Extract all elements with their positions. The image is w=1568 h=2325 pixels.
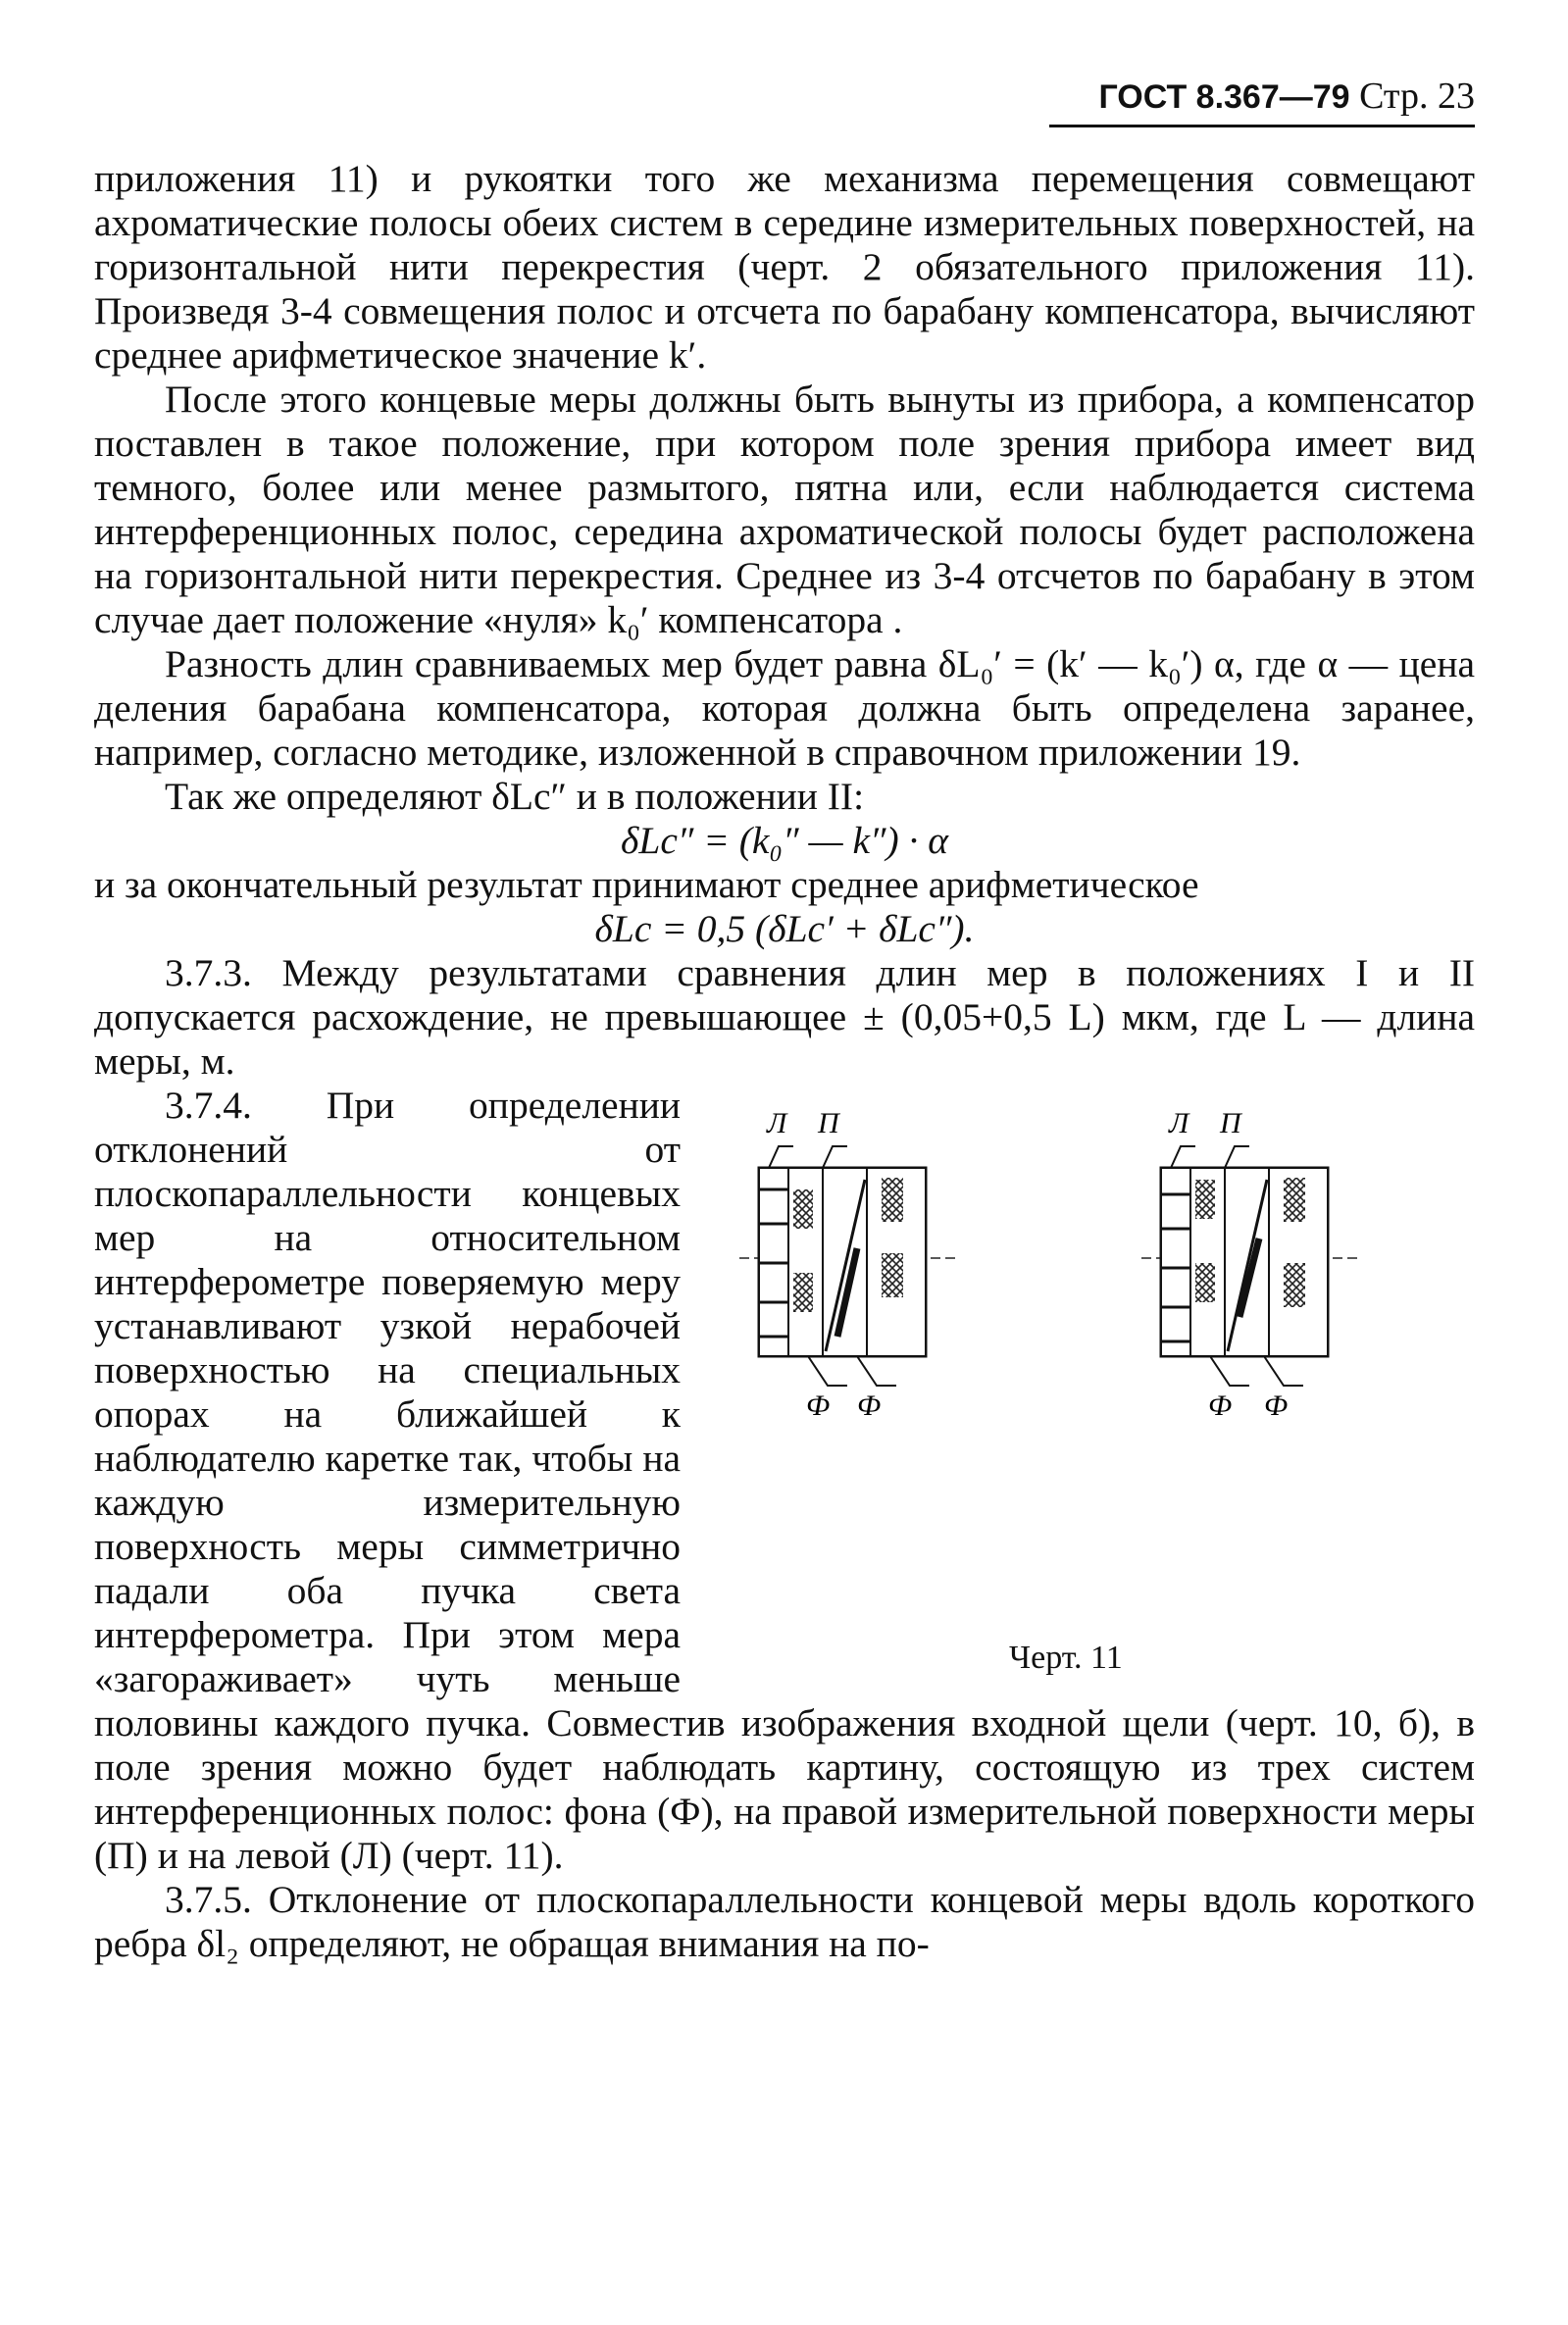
paragraph-6: 3.7.3. Между результатами сравнения длин мер в положениях I и II допускается расхождение, не превышающее ± (0,05+0,5 L) мкм, где L — длина меры, м.	[94, 951, 1475, 1083]
label-right-1: П	[818, 1107, 839, 1139]
label-bg-2b: Ф	[1264, 1390, 1289, 1422]
paragraph-2: После этого концевые меры должны быть вынуты из прибора, а компенсатор поставлен в такое положение, при котором поле зрения прибора имеет вид темного, более или менее размытого, пятна или, если наблюдается система интерференционных полос, середина ахроматической полосы будет расположена на горизонтальной нити перекрестия. Среднее из 3-4 отсчетов по барабану в этом случае дает положение «нуля» k₀′ компенсатора .	[94, 378, 1475, 641]
formula-2: δLс = 0,5 (δLс′ + δLс″).	[594, 907, 975, 950]
label-bg-1b: Ф	[857, 1390, 882, 1422]
figure-caption: Черт. 11	[1009, 1640, 1123, 1676]
page-label: Стр. 23	[1359, 76, 1475, 117]
paragraph-5: и за окончательный результат принимают среднее арифметическое	[94, 863, 1199, 906]
label-bg-2a: Ф	[1208, 1390, 1233, 1422]
paragraph-7: 3.7.4. При определении отклонений от плоскопараллельности концевых мер на относительном интерферометре поверяемую меру устанавливают узкой нерабочей поверхностью на специальных опорах на ближайшей к наблюдателю каретке так, чтобы на каждую измерительную поверхность меры симметрично падали оба пучка света интерферометра. При этом мера «загораживает» чуть меньше половины каждого пучка. Совместив изображения входной щели (черт. 10, б), в поле зрения можно будет наблюдать картину, состоящую из трех систем интерференционных полос: фона (Ф), на правой измерительной поверхности меры (П) и на левой (Л) (черт. 11).	[94, 1084, 1475, 1877]
paragraph-4: Так же определяют δLс″ и в положении II:	[165, 775, 865, 818]
label-bg-1a: Ф	[806, 1390, 831, 1422]
paragraph-3: Разность длин сравниваемых мер будет равна δL₀′ = (k′ — k₀′) α, где α — цена деления барабана компенсатора, которая должна быть определена заранее, например, согласно методике, изложенной в справочном приложении 19.	[94, 642, 1475, 774]
paragraph-1: приложения 11) и рукоятки того же механизма перемещения совмещают ахроматические полосы обеих систем в середине измерительных поверхностей, на горизонтальной нити перекрестия (черт. 2 обязательного приложения 11). Произведя 3-4 совмещения полос и отсчета по барабану компенсатора, вычисляют среднее арифметическое значение k′.	[94, 157, 1475, 377]
header-rule	[1049, 125, 1475, 127]
page-header	[1098, 75, 1475, 118]
page-body	[94, 157, 1475, 1966]
fringe-diagram	[700, 1091, 1475, 1670]
formula-1: δLс″ = (k₀″ — k″) · α	[621, 819, 948, 862]
doc-id: ГОСТ 8.367—79	[1098, 78, 1350, 116]
diagram-left	[739, 1146, 955, 1386]
label-left-1: Л	[767, 1107, 787, 1139]
diagram-right	[1141, 1146, 1357, 1386]
label-left-2: Л	[1169, 1107, 1189, 1139]
label-right-2: П	[1220, 1107, 1241, 1139]
paragraph-8: 3.7.5. Отклонение от плоскопараллельности концевой меры вдоль короткого ребра δl₂ определяют, не обращая внимания на по-	[94, 1878, 1475, 1965]
figure-11	[700, 1091, 1475, 1676]
